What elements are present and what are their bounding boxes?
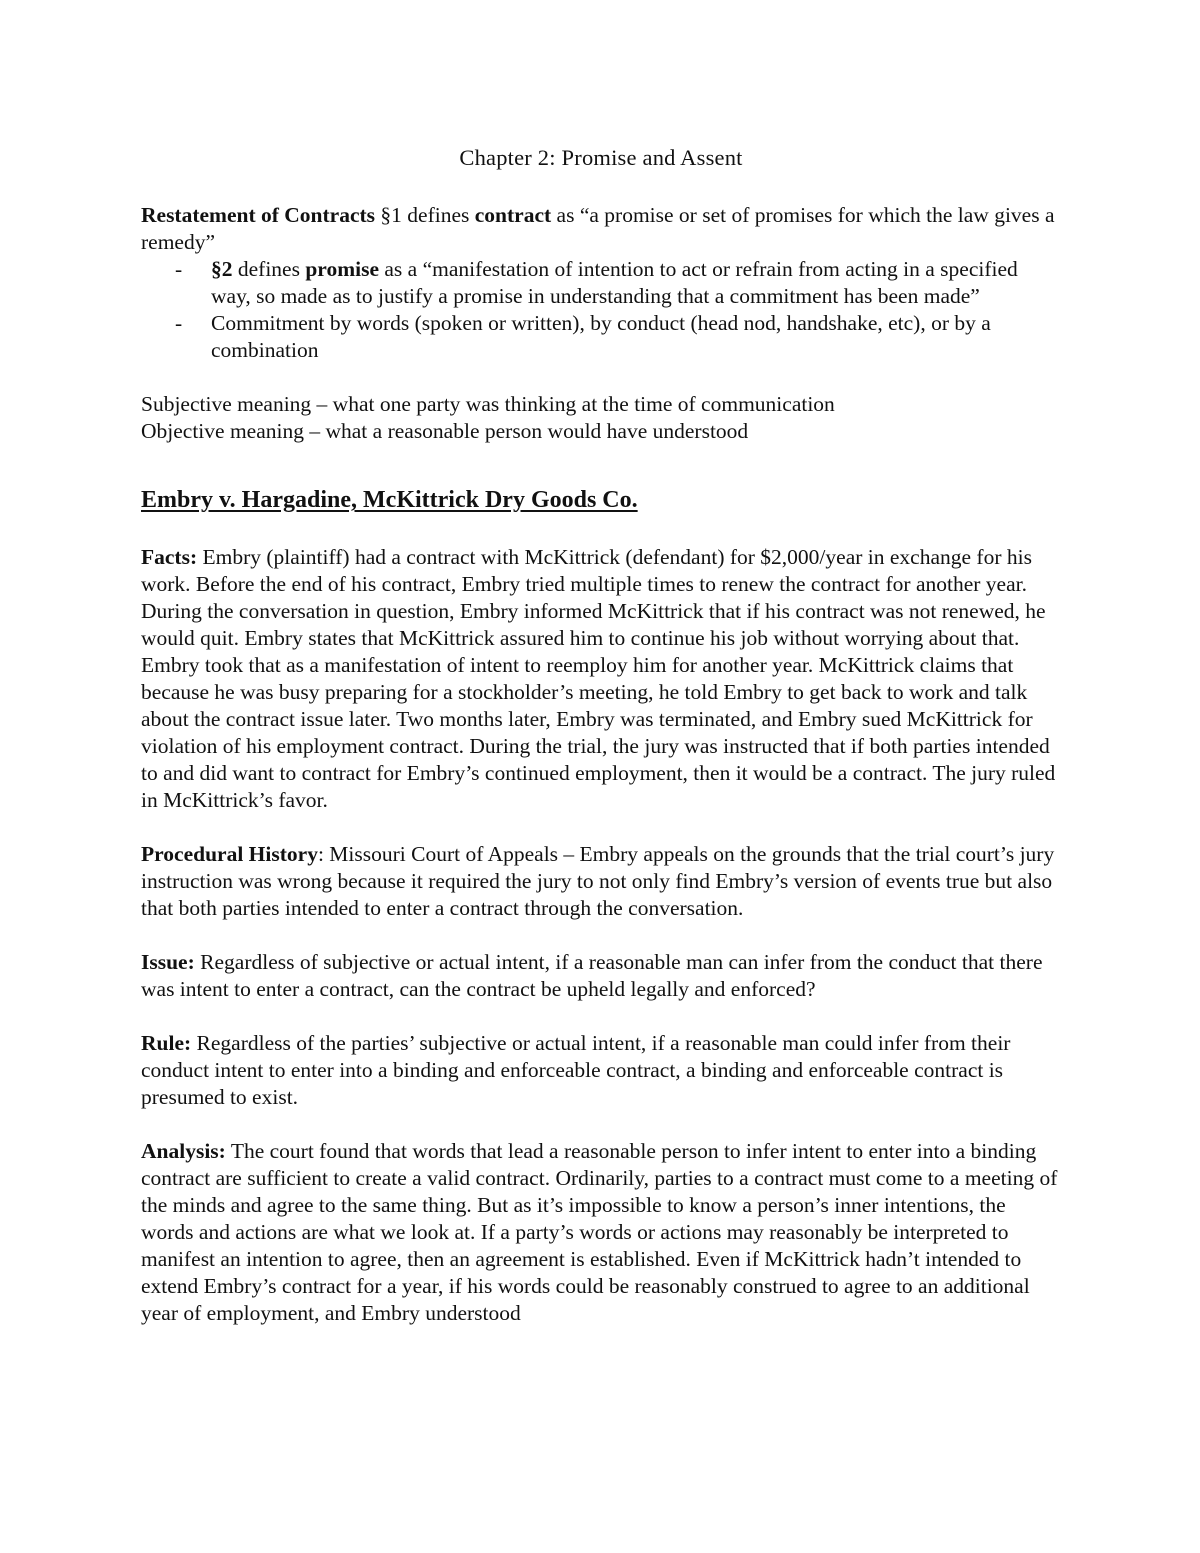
chapter-title: Chapter 2: Promise and Assent (459, 145, 743, 170)
dash-bullet: - (175, 257, 183, 281)
subjective-meaning: Subjective meaning – what one party was thinking at the time of communication (141, 392, 835, 416)
definition-list (141, 256, 1061, 364)
spacer (141, 364, 1061, 391)
case-title: Embry v. Hargadine, McKittrick Dry Goods Co. (141, 487, 638, 513)
procedural-history-label: Procedural History (141, 842, 318, 866)
list-item (141, 310, 1061, 364)
section-1-sign: §1 (380, 203, 402, 227)
promise-definition: as a “manifestation of intention to act or refrain from acting in a specified way, so made as to justify a promise in understanding that a commitment has been made” (211, 257, 1018, 308)
rule-label: Rule: (141, 1031, 192, 1055)
list-item (141, 256, 1061, 310)
contract-term: contract (474, 203, 552, 227)
analysis-section (141, 1138, 1061, 1327)
procedural-history-text: : Missouri Court of Appeals – Embry appeals on the grounds that the trial court’s jury instruction was wrong because it required the jury to not only find Embry’s version of events true but also that both parties intended to enter a contract through the conversation. (141, 842, 1055, 920)
procedural-history-section (141, 841, 1061, 922)
rule-text: Regardless of the parties’ subjective or actual intent, if a reasonable man could infer from their conduct intent to enter into a binding and enforceable contract, a binding and enforceable contract is presumed to exist. (141, 1031, 1011, 1109)
dash-bullet: - (175, 311, 183, 335)
defines-text: defines (232, 257, 306, 281)
section-2-sign: §2 (211, 257, 233, 281)
analysis-label: Analysis: (141, 1139, 226, 1163)
promise-term: promise (305, 257, 379, 281)
analysis-text: The court found that words that lead a reasonable person to infer intent to enter into a binding contract are sufficient to create a valid contract. Ordinarily, parties to a contract must come to a meeting of the minds and agree to the same thing. But as it’s impossible to know a person’s inner intentions, the words and actions are what we look at. If a party’s words or actions may reasonably be interpreted to manifest an intention to agree, then an agreement is established. Even if McKittrick hadn’t intended to extend Embry’s contract for a year, if his words could be reasonably construed to agree to an additional year of employment, and Embry understood (141, 1139, 1058, 1325)
contract-definition: as “a promise or set of promises for which the law gives a remedy” (141, 203, 1055, 254)
facts-label: Facts: (141, 545, 198, 569)
objective-meaning: Objective meaning – what a reasonable person would have understood (141, 419, 749, 443)
facts-text: Embry (plaintiff) had a contract with McKittrick (defendant) for $2,000/year in exchange for his work. Before the end of his contract, Embry tried multiple times to renew the contract for another year. During the conversation in question, Embry informed McKittrick that if his contract was not renewed, he would quit. Embry states that McKittrick assured him to continue his job without worrying about that. Embry took that as a manifestation of intent to reemploy him for another year. McKittrick claims that because he was busy preparing for a stockholder’s meeting, he told Embry to get back to work and talk about the contract issue later. Two months later, Embry was terminated, and Embry sued McKittrick for violation of his employment contract. During the trial, the jury was instructed that if both parties intended to and did want to contract for Embry’s continued employment, then it would be a contract. The jury ruled in McKittrick’s favor. (141, 545, 1056, 812)
commitment-text: Commitment by words (spoken or written), by conduct (head nod, handshake, etc), or by a combination (211, 311, 991, 362)
restatement-label: Restatement of Contracts (141, 203, 376, 227)
restatement-definition (141, 202, 1061, 256)
issue-section (141, 949, 1061, 1003)
document-page (141, 141, 1061, 1327)
rule-section (141, 1030, 1061, 1111)
defines-text: defines (401, 203, 475, 227)
issue-text: Regardless of subjective or actual intent, if a reasonable man can infer from the conduct that there was intent to enter a contract, can the contract be upheld legally and enforced? (141, 950, 1043, 1001)
issue-label: Issue: (141, 950, 195, 974)
facts-section (141, 544, 1061, 814)
